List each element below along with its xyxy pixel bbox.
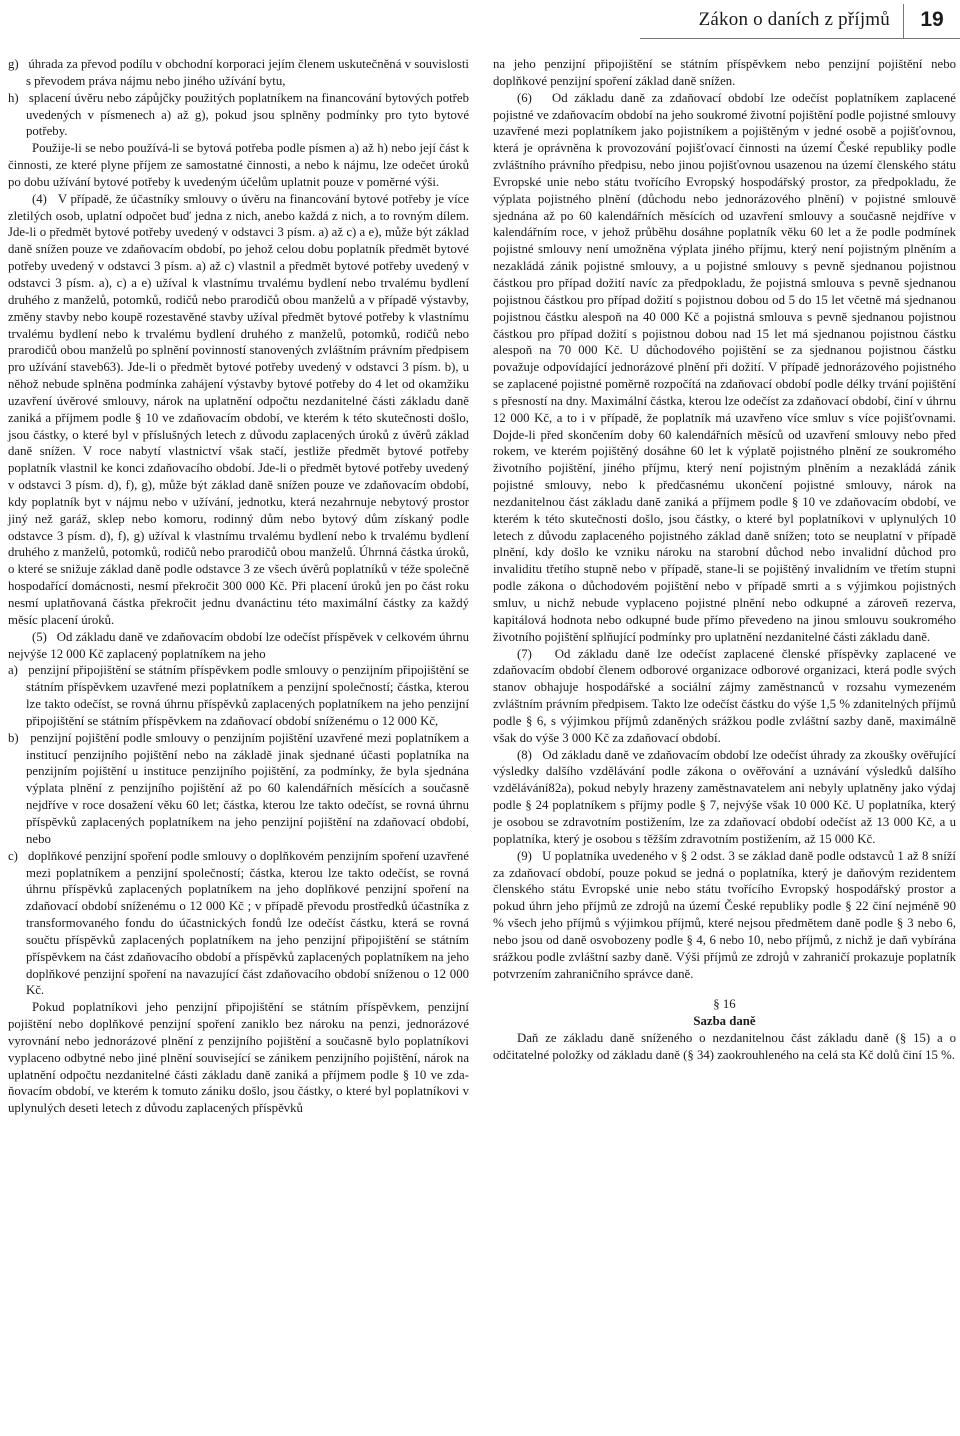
paragraph-continuation: na jeho penzijní připojištění se státním příspěvkem nebo penzijní pojištění nebo doplňkové penzijní spoření základ daně snížen.: [493, 57, 956, 88]
item-g: g) úhrada za převod podílu v obchodní korporaci jejím členem uskutečněná v souvislosti s převodem práva nájmu nebo jiného užívání bytu,: [8, 57, 469, 88]
section-number: § 16: [713, 997, 736, 1012]
paragraph-7: (7) Od základu daně lze odečíst zaplacené členské příspěvky zaplacené ve zdaňovacím období členem odborové organizace odborové organizaci, která podle svých stanov obhajuje hospodářské a sociální zájmy zaměstnanců v rozsahu vymezeném zvláštním právním předpisem. Takto lze odečíst částku do výše 1,5 % zdanitelných příjmů podle § 6, s výjimkou příjmů zdaněných srážkou podle zvláštní sazby daně, maximálně však do výše 3 000 Kč za zdaňovací období.: [493, 646, 956, 745]
section-title: Sazba daně: [693, 1014, 756, 1029]
page-number: 19: [920, 8, 944, 31]
header-separator: [903, 4, 904, 38]
header-rule: [640, 38, 960, 39]
left-column: [8, 56, 469, 1117]
page-header: [0, 0, 960, 42]
paragraph-usage: Použije-li se nebo používá-li se bytová potřeba podle písmen a) až h) nebo její část k činnosti, ze které plyne příjem ze samostatné činnosti, a nebo k nájmu, lze odečet úroků po dobu užívání bytové potřeby k uvedeným účelům uplatnit pouze v poměrné výši.: [8, 141, 469, 189]
paragraph-4: (4) V případě, že účastníky smlouvy o úvěru na financování bytové potřeby je více zletilých osob, uplatní odpočet buď jedna z nich, anebo každá z nich, a to rovným dílem. Jde-li o předmět bytové potřeby uvedený v odstavci 3 písm. a) až c) a e), může být základ daně snížen pouze ve zdaňovacím období, po jehož celou dobu poplatník předmět bytové potřeby uvedený v odstavci 3 písm. a) až c) vlastnil a předmět bytové potřeby uvedený v odstavci 3 písm. a), c) a e) užíval k vlastnímu trvalému bydlení nebo trvalému bydlení druhého z manželů, potomků, rodičů nebo prarodičů obou manželů a v případě výstavby, změny stavby nebo koupě rozestavěné stavby užíval předmět bytové potřeby k vlastnímu trvalému bydlení nebo k trvalému bydlení druhého z manželů, potomků, rodičů nebo prarodičů obou manželů po splnění povinností stanovených zvláštním právním předpisem pro užívání staveb63). Jde-li o předmět bytové potřeby uvedený v odstavci 3 písm. b), u něhož nebude splněna podmínka zahájení výstavby bytové potřeby do 4 let od okamžiku uzavření úvěrové smlouvy, nárok na uplatnění odpočtu nezdanitelné části základu daně zaniká a příjmem podle § 10 ve zdaňovacím období, ve kterém k této skutečnosti došlo, jsou částky, o které byl v příslušných letech z důvodu zaplacených úroků z úvěrů základ daně snížen. V roce nabytí vlastnictví však stačí, jestliže předmět bytové potřeby poplatník vlastnil ke konci zdaňovacího období. Jde-li o předmět bytové potřeby uvedený v odstavci 3 písm. d), f), g), může být základ daně snížen pouze ve zdaňovacím období, kdy poplatník byt v nájmu nebo v užívání, jednotku, která nezahrnuje nebytový prostor jiný než garáž, sklep nebo komoru, rodinný dům nebo bytový dům získaný podle odstavce 3 písm. d), f), g) užíval k vlastnímu trvalému bydlení nebo k trvalému bydlení druhého z manželů, potomků, rodičů nebo prarodičů obou manželů. Úhrnná částka úroků, o které se snižuje základ daně podle odstavce 3 ze všech úvěrů poplatníků v téže společně hospodařící domácnosti, nesmí překročit 300 000 Kč. Při placení úroků jen po část roku nesmí uplatňovaná částka překročit jednu dvanáctinu této maximální částky za každý měsíc placení úroků.: [8, 191, 469, 627]
item-b: b) penzijní pojištění podle smlouvy o penzijním pojištění uzavřené mezi poplatníkem a institucí penzijního pojištění nebo na základě jinak sjednané účasti poplatníka na penzijním pojištění u instituce penzijního pojištění, za podmínky, že byla sjednána výplata plnění z penzijního pojištění až po 60 kalendářních měsících a současně nejdříve v roce dosažení věku 60 let; částka, kterou lze takto odečíst, se rovná úhrnu příspěvků zaplacených poplatníkem na jeho penzijní pojištění na zdaňovací období, nebo: [8, 730, 469, 846]
right-column: [493, 56, 956, 1064]
paragraph-8: (8) Od základu daně ve zdaňovacím období lze odečíst úhrady za zkoušky ověřující výsledky dalšího vzdělávání podle zákona o ověřování a uznávání výsledků dalšího vzdělávání82a), pokud nebyly hrazeny zaměstnavatelem ani nebyly uplatněny jako výdaj podle § 24 poplatníkem s příjmy podle § 7, nejvýše však 10 000 Kč. U poplatníka, který je osobou se zdravotním postižením, lze za zdaňovací období odečíst až 13 000 Kč, a u poplatníka, který je osobou s těžším zdravotním postižením, až 15 000 Kč.: [493, 747, 956, 846]
item-h: h) splacení úvěru nebo zápůjčky použitých poplatníkem na financování bytových potřeb uvedených v písmenech a) až g), pokud jsou splněny podmínky pro tyto bytové potřeby.: [8, 90, 469, 139]
paragraph-5: (5) Od základu daně ve zdaňovacím období lze odečíst příspěvek v celkovém úhrnu nejvýše 12 000 Kč zaplacený poplatníkem na jeho: [8, 629, 469, 661]
paragraph-termination: Pokud poplatníkovi jeho penzijní připojištění se státním příspěvkem, penzijní pojištění nebo doplňkové penzijní spoření zaniklo bez nároku na penzi, jednorázové vyrovnání nebo jednorázové plnění z penzijního pojištění a současně bylo poplatníkovi vyplaceno odbytné nebo jiné plnění související se zánikem penzijního pojištění, nárok na uplatnění odpočtu nezdanitelné části základu daně zaniká a příjmem podle § 10 ve zdaňovacím období, ve kterém k tomuto zániku došlo, jsou částky, o které byl poplatníkovi v uplynulých deseti letech z důvodu zaplacených příspěvků: [8, 1000, 469, 1116]
paragraph-6: (6) Od základu daně za zdaňovací období lze odečíst poplatníkem zaplacené pojistné ve zdaňovacím období na jeho soukromé životní pojištění podle pojistné smlouvy uzavřené mezi poplatníkem jako pojistníkem a pojištěným v jedné osobě a pojišťovnou, která je oprávněna k provozování pojišťovací činnosti na území České republiky podle zvláštního právního předpisu, nebo jinou pojišťovnou usazenou na území členského státu Evropské unie nebo státu tvořícího Evropský hospodářský prostor, za předpokladu, že výplata pojistného plnění (důchodu nebo jednorázového plnění) v pojistné smlouvě sjednána až po 60 kalendářních měsících od uzavření smlouvy a současně nejdříve v kalendářním roce, v jehož průběhu dosáhne poplatník věku 60 let a že podle podmínek pojistné smlouvy není umožněna výplata jiného příjmu, který není pojistným plněním a nezakládá zánik pojistné smlouvy, a u pojistné smlouvy s pevně sjednanou pojistnou částkou pro případ dožití navíc za předpokladu, že pojistná smlouva s pevně sjednanou pojistnou částkou pro případ dožití s pojistnou dobou od 5 do 15 let včetně má sjednanou pojistnou částku alespoň na 40 000 Kč a pojistná smlouva s pevně sjednanou pojistnou částkou pro případ dožití s pojistnou dobou nad 15 let má sjednanou pojistnou částku alespoň na 70 000 Kč. U důchodového pojištění se za sjednanou pojistnou částku považuje odpovídající jednorázové plnění při dožití. V případě jednorázového pojistného se zaplacené pojistné poměrně rozpočítá na zdaňovací období podle délky trvání pojištění s přesností na dny. Maximální částka, kterou lze odečíst za zdaňovací období, činí v úhrnu 12 000 Kč, a to i v případě, že poplatník má uzavřeno více smluv s více pojišťovnami. Dojde-li před skončením doby 60 kalendářních měsíců od uzavření smlouvy nebo před rokem, ve kterém pojištěný dosáhne 60 let k výplatě pojistného plnění ze soukromého životního pojištění, jiného příjmu, který není pojistným plněním a nezakládá zánik pojistné smlouvy, nebo k předčasnému ukončení pojistné smlouvy, nárok na nezdanitelnou část základu daně zaniká a příjmem podle § 10 ve zdaňovacím období, ve kterém k této skutečnosti došlo, jsou částky, o které byl poplatníkovi v uplynulých 10 letech z důvodu zaplaceného pojistného základ daně snížen; toto se neuplatní v případě plnění, kdy došlo ke vzniku nároku na starobní důchod nebo invalidní důchod pro invaliditu třetího stupně nebo v případě, stane-li se pojištěný invalidním ve třetím stupni podle zákona o důchodovém pojištění nebo v případě smrti a s výjimkou pojistných smluv, u nichž nebude vyplaceno pojistné plnění nebo odkupné a zároveň rezerva, kapitálová hodnota nebo odkupné bude přímo převedeno na jinou smlouvu soukromého životního pojištění splňující podmínky pro uplatnění nezdanitelné části základu daně.: [493, 90, 956, 644]
section-text: Daň ze základu daně sníženého o nezdanitelnou část základu daně (§ 15) a o odčitatelné položky od základu daně (§ 34) zaokrouhleného na celá sta Kč dolů činí 15 %.: [493, 1031, 956, 1062]
item-a: a) penzijní připojištění se státním příspěvkem podle smlouvy o penzijním připojištění se státním příspěvkem uzavřené mezi poplatníkem a penzijní společností; částka, kterou lze takto odečíst, se rovná úhrnu příspěvků zaplacených poplatníkem na jeho penzijní připojištění se státním příspěvkem na zdaňovací období sníženému o 12 000 Kč,: [8, 663, 469, 728]
running-title: Zákon o daních z příjmů: [698, 9, 890, 30]
paragraph-9: (9) U poplatníka uvedeného v § 2 odst. 3 se základ daně podle odstavců 1 až 8 sníží za zdaňovací období, pouze pokud se jedná o poplatníka, který je daňovým rezidentem členského státu Evropské unie nebo státu tvořícího Evropský hospodářský prostor a pokud úhrn jeho příjmů ze zdrojů na území České republiky podle § 22 činí nejméně 90 % všech jeho příjmů s výjimkou příjmů, které nejsou předmětem daně podle § 3 nebo 6, nebo jsou od daně osvobozeny podle § 4, 6 nebo 10, nebo příjmů, z nichž je daň vybírána srážkou podle zvláštní sazby daně. Výši příjmů ze zdrojů v zahraničí prokazuje poplatník potvrzením zahraničního správce daně.: [493, 848, 956, 981]
item-c: c) doplňkové penzijní spoření podle smlouvy o doplňkovém penzijním spoření uzavřené mezi poplatníkem a penzijní společností; částka, kterou lze takto odečíst, se rovná úhrnu příspěvků zaplacených poplatníkem na jeho doplňkové penzijní spoření na zdaňovací období sníženému o 12 000 Kč ; v případě převodu prostředků účastníka z transformovaného fondu do účastnických fondů lze odečíst částku, která se rovná součtu příspěvků zaplacených poplatníkem na jeho penzijní připojištění se státním příspěvkem na část zdaňovacího období a příspěvků zaplacených poplatníkem na jeho doplňkové penzijní spoření na navazující část zdaňovacího období sníženou o 12 000 Kč.: [8, 848, 469, 998]
